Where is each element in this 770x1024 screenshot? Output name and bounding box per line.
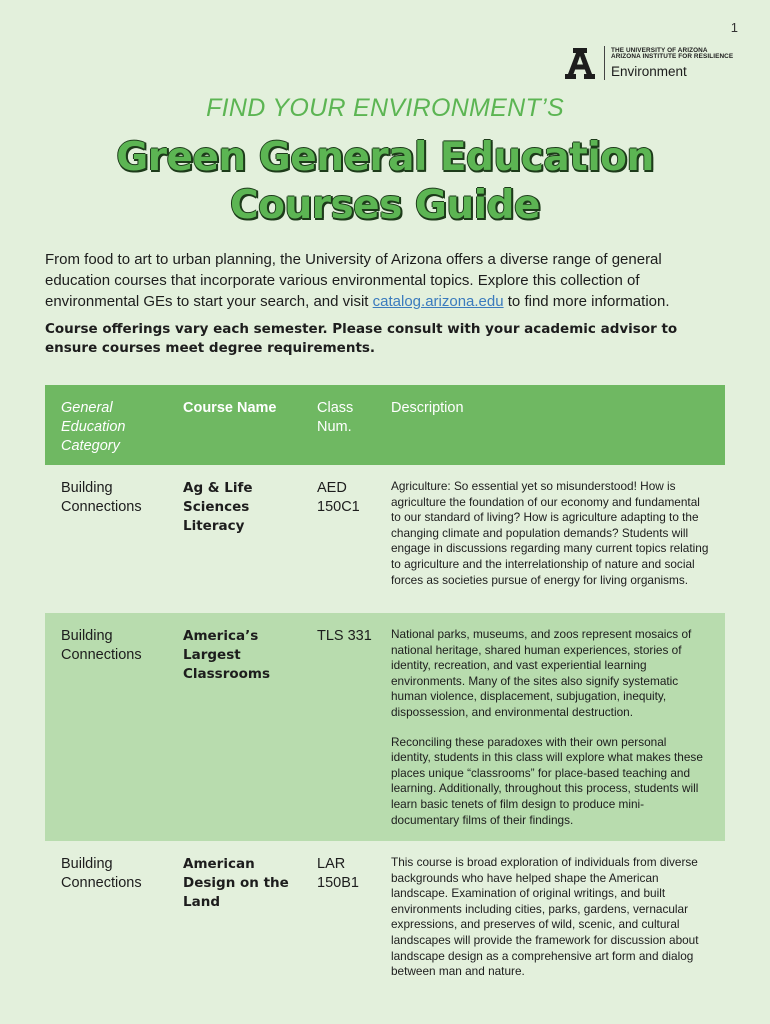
row-description-text-2: Reconciling these paradoxes with their own personal identity, students in this class will explore what makes these places unique “classrooms” for place-based teaching and learning. Additionally, throughout this process, students will learn basic tenets of film design to produce mini-documentary films of their findings. bbox=[391, 734, 703, 827]
intro-text-after: to find more information. bbox=[503, 293, 670, 310]
table-header bbox=[45, 385, 725, 465]
row-category: Building Connections bbox=[61, 480, 142, 515]
row-description-text: This course is broad exploration of individuals from diverse backgrounds who have helped shape the American landscape. Examination of original writings, and built environments including cities, parks, gardens, vernacular expressions, and preserves of wild, scenic, and cultural landscapes will provide the framework for discussion about landscape design as a comprehensive art form and dialog between man and nature. bbox=[391, 855, 699, 979]
table-row bbox=[45, 841, 725, 991]
catalog-link[interactable]: catalog.arizona.edu bbox=[372, 293, 504, 310]
row-description-text: National parks, museums, and zoos represent mosaics of national heritage, shared human experiences, stories of identity, recreation, and vast experiential learning environments. Many of the sites also signify systematic human violence, displacement, subjugation, inequity, dispossession, and environmental destruction. bbox=[391, 627, 692, 719]
row-description bbox=[375, 841, 725, 991]
row-class-num: LAR 150B1 bbox=[317, 856, 359, 891]
arizona-a-logo-icon bbox=[562, 45, 598, 81]
page-number: 1 bbox=[730, 20, 738, 35]
university-logo[interactable] bbox=[562, 44, 733, 82]
row-course-name: American Design on the Land bbox=[183, 856, 289, 910]
title-line-1: Green General Education bbox=[116, 135, 654, 180]
header-course-name: Course Name bbox=[183, 400, 277, 416]
row-description-text: Agriculture: So essential yet so misunderstood! How is agriculture the foundation of our economy and fundamental to our standard of living? How is agriculture adapting to the changing climate and population demands? Students will engage in discussions regarding many current topics relating to agriculture and the interrelationship of nature and social forces as societies pursue of energy for living organisms. bbox=[391, 479, 709, 587]
row-class-num: TLS 331 bbox=[317, 628, 372, 644]
row-description bbox=[375, 613, 725, 841]
intro-text-before: From food to art to urban planning, the University of Arizona offers a diverse range of general education courses that incorporate various environmental topics. Explore this collection of environmental GEs to start your search, and visit bbox=[45, 251, 662, 310]
title-line-2: Courses Guide bbox=[230, 183, 540, 228]
logo-text bbox=[611, 48, 733, 78]
logo-divider bbox=[604, 46, 605, 80]
row-category: Building Connections bbox=[61, 856, 142, 891]
kicker-heading: FIND YOUR ENVIRONMENT’S bbox=[206, 94, 564, 122]
row-class-num: AED 150C1 bbox=[317, 480, 360, 515]
page-title bbox=[0, 134, 770, 230]
row-course-name: Ag & Life Sciences Literacy bbox=[183, 480, 253, 534]
row-course-name: America’s Largest Classrooms bbox=[183, 628, 271, 682]
header-description: Description bbox=[391, 400, 464, 416]
courses-table bbox=[45, 385, 725, 991]
header-class-num: Class Num. bbox=[317, 400, 354, 435]
logo-university-name: THE UNIVERSITY OF ARIZONA bbox=[611, 46, 708, 54]
row-category: Building Connections bbox=[61, 628, 142, 663]
logo-institute-name: ARIZONA INSTITUTE FOR RESILIENCE bbox=[611, 53, 734, 61]
advisor-notice: Course offerings vary each semester. Please consult with your academic advisor to ensure courses meet degree requirements. bbox=[45, 321, 678, 356]
header-category: General Education Category bbox=[61, 400, 126, 454]
table-row bbox=[45, 465, 725, 613]
row-description bbox=[375, 465, 725, 613]
table-row bbox=[45, 613, 725, 841]
intro-paragraph bbox=[45, 249, 725, 312]
logo-environment: Environment bbox=[611, 63, 687, 79]
